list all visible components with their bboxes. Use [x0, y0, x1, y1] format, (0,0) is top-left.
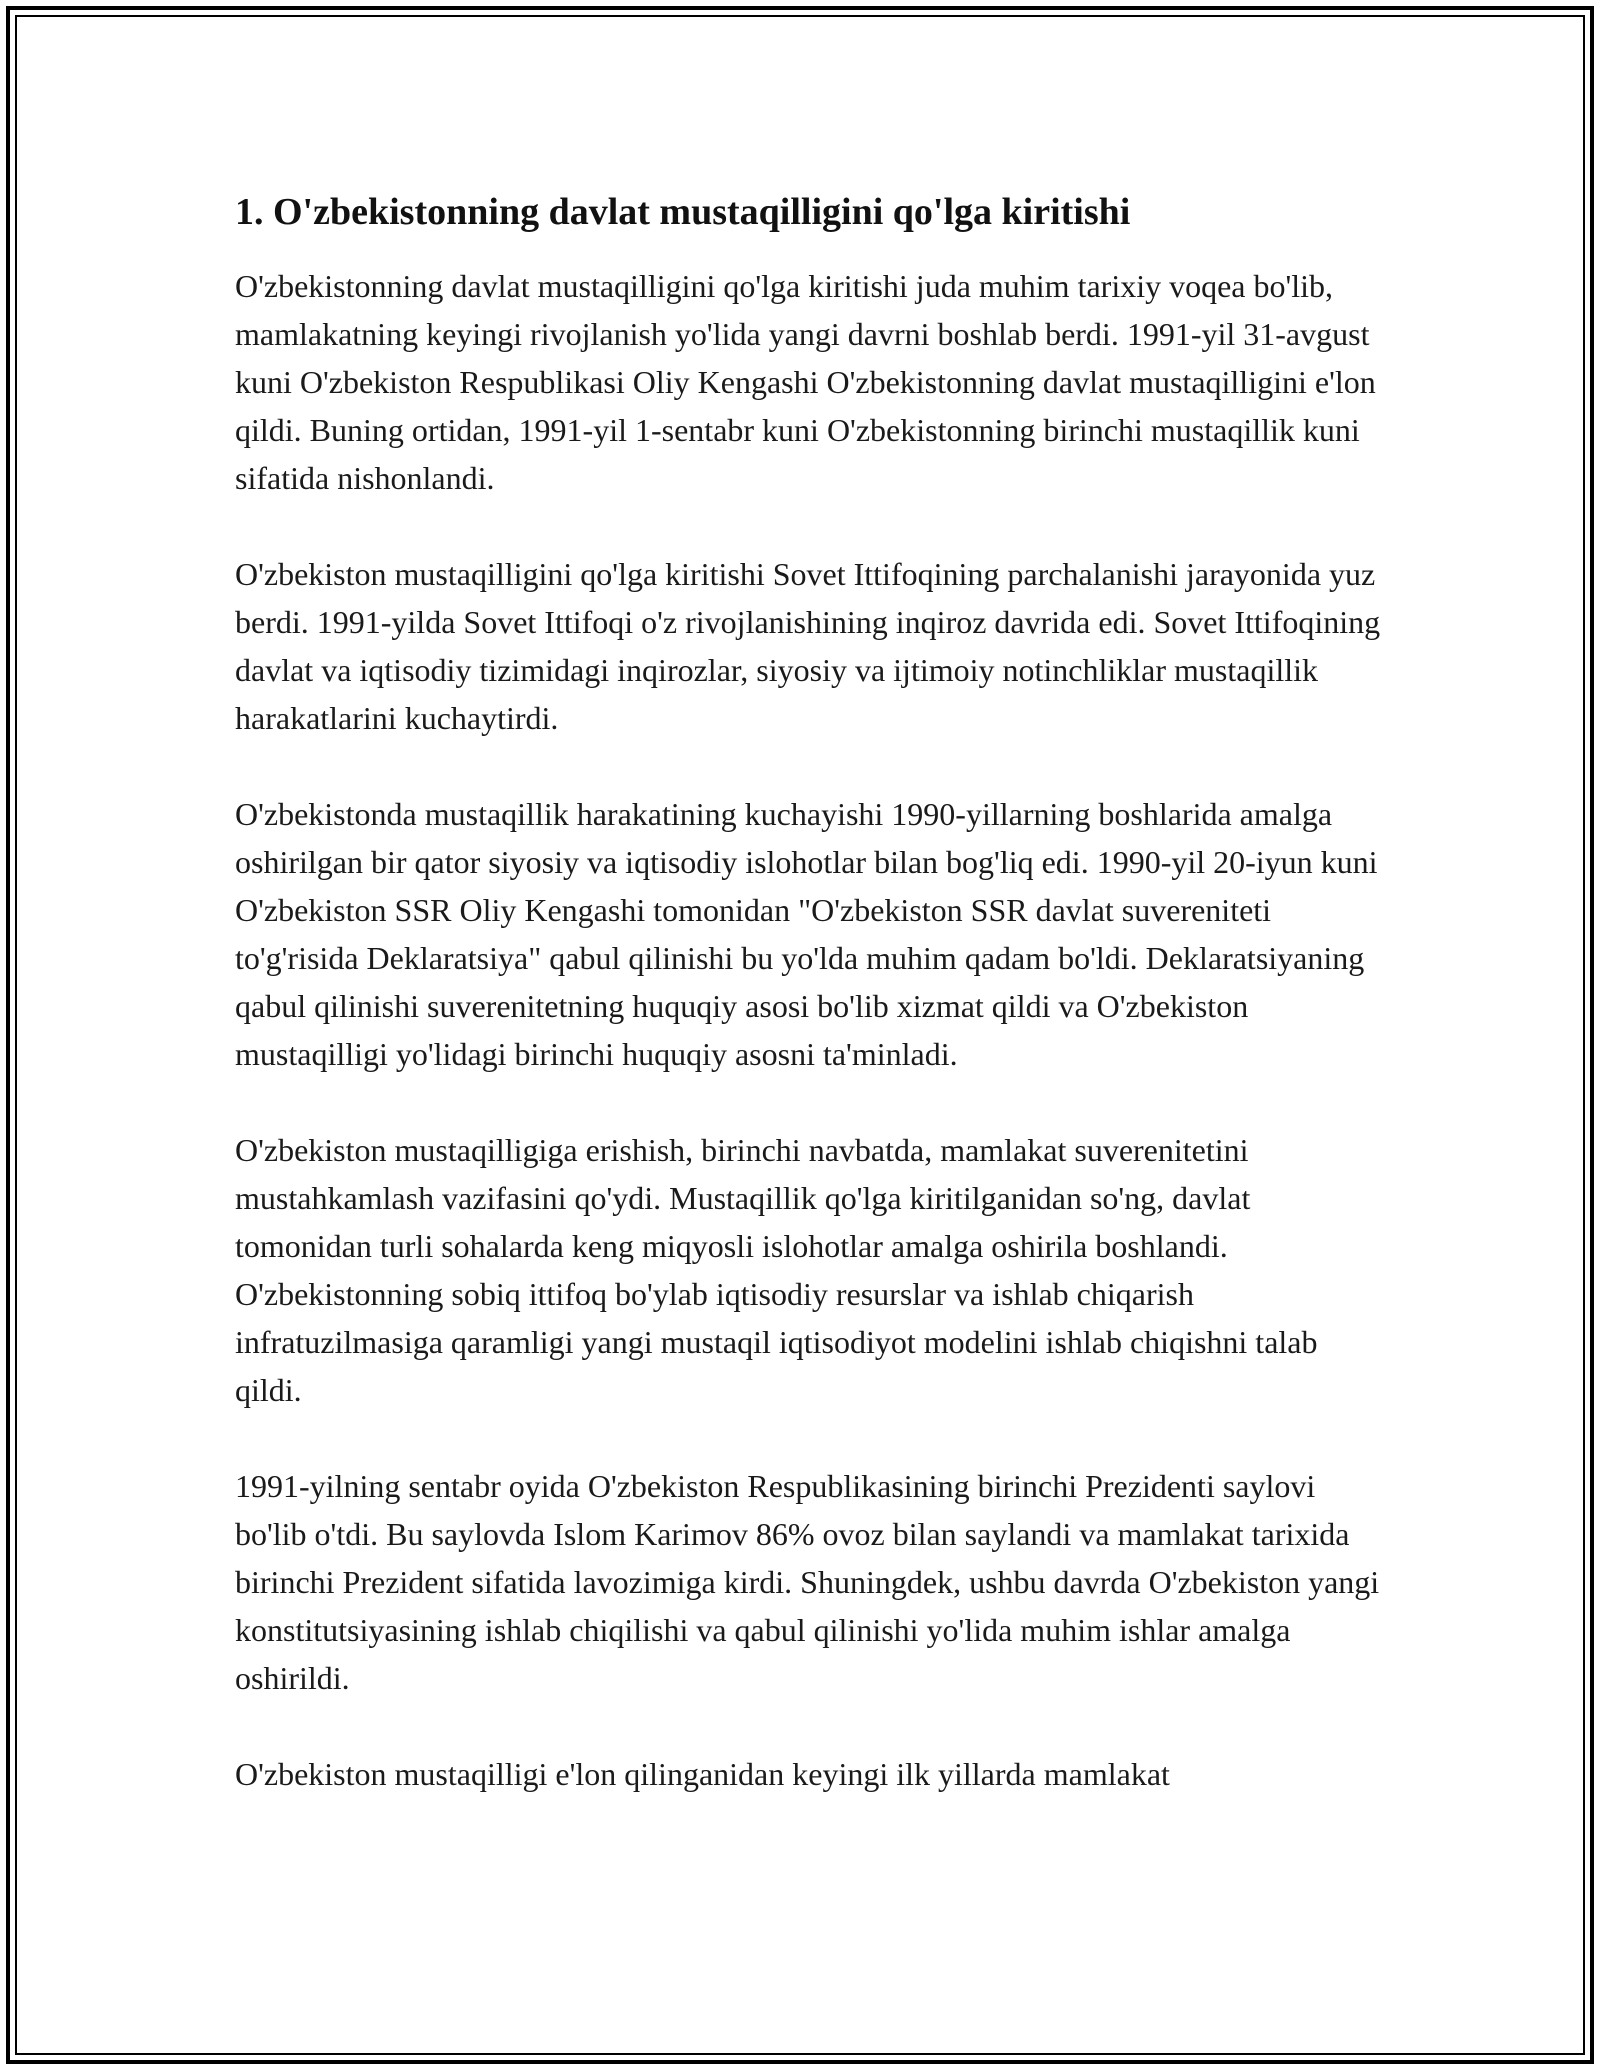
paragraph-2: O'zbekiston mustaqilligini qo'lga kiritishi Sovet Ittifoqining parchalanishi jarayonida yuz berdi. 1991-yilda Sovet Ittifoqi o'z rivojlanishining inqiroz davrida edi. Sovet Ittifoqining davlat va iqtisodiy tizimidagi inqirozlar, siyosiy va ijtimoiy notinchliklar mustaqillik harakatlarini kuchaytirdi. [235, 555, 1381, 736]
section-heading: 1. O'zbekistonning davlat mustaqilligini qo'lga kiritishi [235, 191, 1131, 233]
document-body [235, 180, 1385, 1798]
paragraph-4: O'zbekiston mustaqilligiga erishish, birinchi navbatda, mamlakat suverenitetini mustahkamlash vazifasini qo'ydi. Mustaqillik qo'lga kiritilganidan so'ng, davlat tomonidan turli sohalarda keng miqyosli islohotlar amalga oshirila boshlandi. O'zbekistonning sobiq ittifoq bo'ylab iqtisodiy resurslar va ishlab chiqarish infratuzilmasiga qaramligi yangi mustaqil iqtisodiyot modelini ishlab chiqishni talab qildi. [235, 1131, 1318, 1408]
paragraph-3: O'zbekistonda mustaqillik harakatining kuchayishi 1990-yillarning boshlarida amalga oshirilgan bir qator siyosiy va iqtisodiy islohotlar bilan bog'liq edi. 1990-yil 20-iyun kuni O'zbekiston SSR Oliy Kengashi tomonidan "O'zbekiston SSR davlat suvereniteti to'g'risida Deklaratsiya" qabul qilinishi bu yo'lda muhim qadam bo'ldi. Deklaratsiyaning qabul qilinishi suverenitetning huquqiy asosi bo'lib xizmat qildi va O'zbekiston mustaqilligi yo'lidagi birinchi huquqiy asosni ta'minladi. [235, 795, 1378, 1072]
paragraph-1: O'zbekistonning davlat mustaqilligini qo'lga kiritishi juda muhim tarixiy voqea bo'lib, mamlakatning keyingi rivojlanish yo'lida yangi davrni boshlab berdi. 1991-yil 31-avgust kuni O'zbekiston Respublikasi Oliy Kengashi O'zbekistonning davlat mustaqilligini e'lon qildi. Buning ortidan, 1991-yil 1-sentabr kuni O'zbekistonning birinchi mustaqillik kuni sifatida nishonlandi. [235, 267, 1376, 496]
paragraph-6: O'zbekiston mustaqilligi e'lon qilinganidan keyingi ilk yillarda mamlakat [235, 1755, 1170, 1792]
paragraph-5: 1991-yilning sentabr oyida O'zbekiston Respublikasining birinchi Prezidenti saylovi bo'lib o'tdi. Bu saylovda Islom Karimov 86% ovoz bilan saylandi va mamlakat tarixida birinchi Prezident sifatida lavozimiga kirdi. Shuningdek, ushbu davrda O'zbekiston yangi konstitutsiyasining ishlab chiqilishi va qabul qilinishi yo'lida muhim ishlar amalga oshirildi. [235, 1467, 1380, 1696]
